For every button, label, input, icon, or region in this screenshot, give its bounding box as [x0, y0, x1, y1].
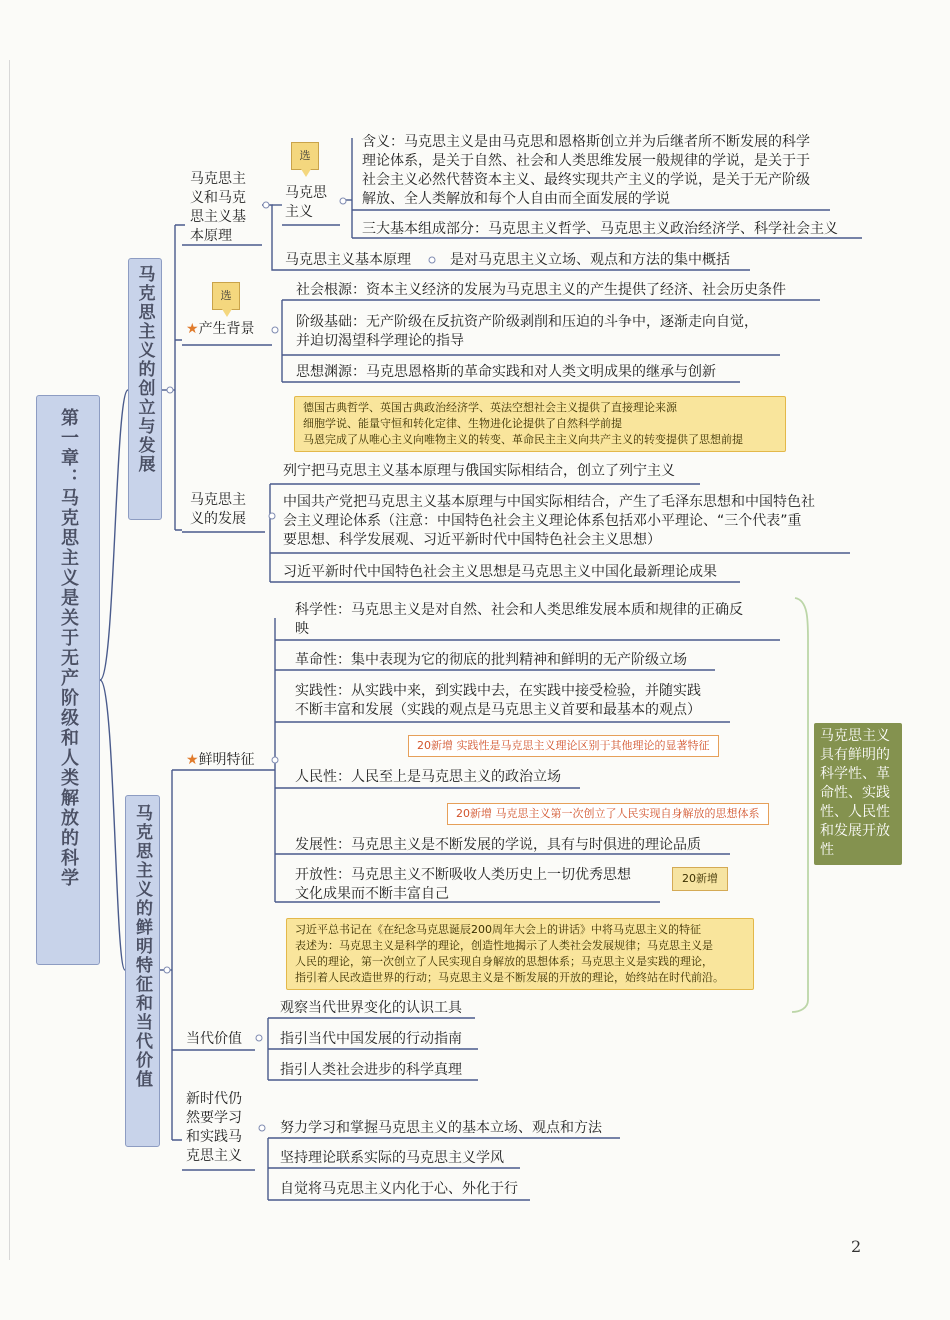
section2-title: 马克思主义的鲜明特征和当代价值: [132, 804, 152, 1089]
study-item-3: 自觉将马克思主义内化于心、外化于行: [280, 1181, 518, 1197]
b1-definition: 含义：马克思主义是由马克思和恩格斯创立并为后继者所不断发展的科学理论体系，是关于自然、社会和人类思维发展一般规律的学说，是关于于社会主义必然代替资本主义、最终实现共产主义的学说，是关于无产阶级解放、全人类解放和每个人自由而全面发展的学说: [362, 134, 810, 207]
features-note: 习近平总书记在《在纪念马克思诞辰200周年大会上的讲话》中将马克思主义的特征 表述为：马克思主义是科学的理论，创造性地揭示了人类社会发展规律；马克思主义是 人民的理论，第一次创立了人民实现自身解放的思想体系；马克思主义是实践的理论， 指引着人民改造世界的行动；马克思主义是不断发展的开放的理论，始终站在时代前沿。: [286, 918, 754, 990]
star-icon: ★: [186, 321, 199, 337]
section1-title: 马克思主义的创立与发展: [134, 265, 155, 474]
b2-item-2: 阶级基础：无产阶级在反抗资产阶级剥削和压迫的斗争中，逐渐走向自觉， 并迫切渴望科学理论的指导: [296, 314, 758, 349]
feature-development: 发展性：马克思主义是不断发展的学说，具有与时俱进的理论品质: [295, 837, 701, 853]
page-number: 2: [851, 1237, 862, 1256]
section2-box: [125, 795, 160, 1147]
feature-revolution: 革命性：集中表现为它的彻底的批判精神和鲜明的无产阶级立场: [295, 652, 687, 668]
b2-note: 德国古典哲学、英国古典政治经济学、英法空想社会主义提供了直接理论来源 细胞学说、能量守恒和转化定律、生物进化论提供了自然科学前提 马恩完成了从唯心主义向唯物主义的转变、革命民主主义向共产主义的转变提供了思想前提: [294, 396, 786, 452]
b2-label-text: 产生背景: [198, 321, 255, 337]
section1-box: [128, 258, 162, 520]
b3-label: 马克思主义的发展: [190, 492, 246, 527]
select-tag-1: 选: [291, 142, 319, 170]
b1-yuanli-def: 是对马克思主义立场、观点和方法的集中概括: [450, 252, 730, 268]
b1-yuanli: 马克思主义基本原理: [285, 252, 411, 268]
new-tag-openness: 20新增: [672, 867, 728, 891]
features-label-text: 鲜明特征: [198, 752, 255, 768]
feature-people: 人民性：人民至上是马克思主义的政治立场: [295, 769, 561, 785]
features-label: [186, 751, 255, 770]
b2-item-1: 社会根源：资本主义经济的发展为马克思主义的产生提供了经济、社会历史条件: [296, 282, 786, 298]
chapter-box: [36, 395, 100, 965]
b2-label: [186, 320, 255, 339]
new-note-practice: 20新增 实践性是马克思主义理论区别于其他理论的显著特征: [408, 735, 719, 757]
b3-item-3: 习近平新时代中国特色社会主义思想是马克思主义中国化最新理论成果: [283, 564, 717, 580]
value-label: 当代价值: [186, 1031, 242, 1047]
feature-openness: 开放性：马克思主义不断吸收人类历史上一切优秀思想 文化成果而不断丰富自己: [295, 867, 631, 902]
b3-item-2: 中国共产党把马克思主义基本原理与中国实际相结合，产生了毛泽东思想和中国特色社 会主义理论体系（注意：中国特色社会主义理论体系包括邓小平理论、“三个代表”重 要思想、科学发展观、习近平新时代中国特色社会主义思想）: [283, 494, 815, 548]
study-item-2: 坚持理论联系实际的马克思主义学风: [280, 1150, 504, 1166]
b1-label: 马克思主义和马克思主义基本原理: [190, 171, 246, 244]
b2-item-3: 思想渊源：马克思恩格斯的革命实践和对人类文明成果的继承与创新: [296, 364, 716, 380]
study-item-1: 努力学习和掌握马克思主义的基本立场、观点和方法: [280, 1120, 602, 1136]
chapter-title: 第一章：马克思主义是关于无产阶级和人类解放的科学: [58, 408, 79, 888]
value-item-2: 指引当代中国发展的行动指南: [280, 1031, 462, 1047]
star-icon: ★: [186, 752, 199, 768]
feature-science: 科学性：马克思主义是对自然、社会和人类思维发展本质和规律的正确反 映: [295, 602, 743, 637]
new-note-people: 20新增 马克思主义第一次创立了人民实现自身解放的思想体系: [447, 803, 769, 825]
select-tag-2: 选: [212, 282, 240, 310]
feature-practice: 实践性：从实践中来，到实践中去，在实践中接受检验，并随实践 不断丰富和发展（实践的观点是马克思主义首要和最基本的观点）: [295, 683, 701, 718]
value-item-1: 观察当代世界变化的认识工具: [280, 1000, 462, 1016]
b3-item-1: 列宁把马克思主义基本原理与俄国实际相结合，创立了列宁主义: [283, 463, 675, 479]
features-summary: 马克思主义具有鲜明的科学性、革命性、实践性、人民性和发展开放性: [814, 723, 902, 865]
value-item-3: 指引人类社会进步的科学真理: [280, 1062, 462, 1078]
study-label: 新时代仍然要学习和实践马克思主义: [186, 1091, 242, 1164]
b1-sub-label: 马克思主义: [285, 185, 327, 220]
b1-components: 三大基本组成部分：马克思主义哲学、马克思主义政治经济学、科学社会主义: [362, 221, 838, 237]
